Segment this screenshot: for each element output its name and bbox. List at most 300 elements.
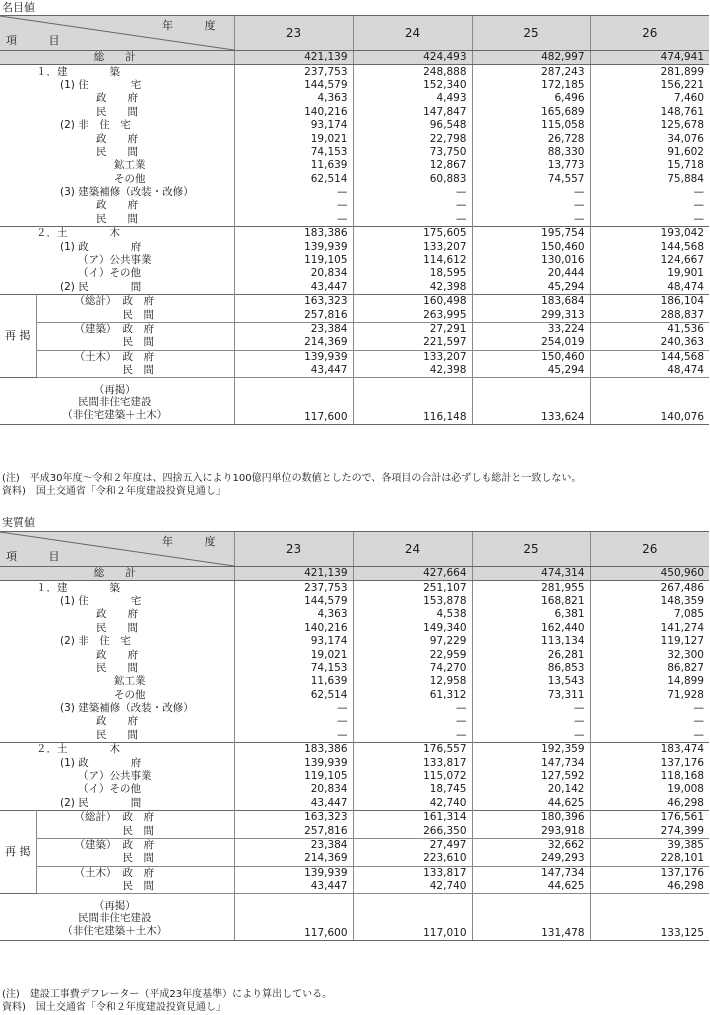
table-row xyxy=(0,743,709,757)
saikei-item-label xyxy=(36,322,234,336)
row-value: 43,447 xyxy=(234,281,353,295)
rekei-label-line: 民間非住宅建設 xyxy=(78,396,152,409)
row-label: (3) 建築補修（改装・改修） xyxy=(60,186,194,199)
item-header-label: 項 目 xyxy=(6,34,74,47)
row-label: 民 間 xyxy=(96,145,138,158)
real-note: (注) 建設工事費デフレーター（平成23年度基準）により算出している。 xyxy=(2,989,333,1000)
saikei-sector: 民 間 xyxy=(122,852,154,865)
saikei-value: 33,224 xyxy=(472,322,590,336)
row-value: 43,447 xyxy=(234,797,353,811)
row-value: 22,959 xyxy=(353,648,472,661)
row-value: 237,753 xyxy=(234,581,353,595)
saikei-value: 48,474 xyxy=(590,364,709,378)
saikei-group: （総計） xyxy=(74,295,117,308)
row-value: 12,867 xyxy=(353,159,472,172)
row-label: （イ）その他 xyxy=(78,783,141,796)
row-value: 474,941 xyxy=(590,51,709,65)
saikei-row xyxy=(0,838,709,852)
table-row xyxy=(0,648,709,661)
saikei-value: 183,684 xyxy=(472,295,590,309)
table-row xyxy=(0,146,709,159)
year-header-label: 年 度 xyxy=(162,535,230,548)
row-value: 168,821 xyxy=(472,595,590,608)
row-value: 119,105 xyxy=(234,254,353,267)
saikei-sector: 民 間 xyxy=(122,364,154,377)
saikei-value: 42,740 xyxy=(353,880,472,894)
nominal-source: 資料) 国土交通省「令和２年度建設投資見通し」 xyxy=(2,486,226,497)
row-value: 11,639 xyxy=(234,675,353,688)
saikei-group: （総計） xyxy=(74,811,117,824)
row-value: 4,363 xyxy=(234,92,353,105)
row-value: — xyxy=(353,199,472,212)
row-label: 民 間 xyxy=(96,661,138,674)
rekei-value: 140,076 xyxy=(590,378,709,425)
row-value: 175,605 xyxy=(353,227,472,241)
saikei-row xyxy=(0,811,709,825)
row-value: — xyxy=(472,199,590,212)
row-label: （ア）公共事業 xyxy=(78,770,152,783)
row-value: 48,474 xyxy=(590,281,709,295)
table-row xyxy=(0,106,709,119)
row-value: 62,514 xyxy=(234,689,353,702)
rekei-label xyxy=(0,894,234,941)
row-value: — xyxy=(353,729,472,743)
row-value: 183,386 xyxy=(234,227,353,241)
row-value: — xyxy=(353,186,472,199)
row-value: — xyxy=(234,702,353,715)
row-label: 鉱工業 xyxy=(114,159,146,172)
table-row xyxy=(0,173,709,186)
saikei-value: 161,314 xyxy=(353,811,472,825)
row-value: 19,901 xyxy=(590,267,709,280)
row-value: 6,381 xyxy=(472,608,590,621)
row-value: 93,174 xyxy=(234,119,353,132)
row-value: 183,474 xyxy=(590,743,709,757)
table-row xyxy=(0,186,709,199)
row-value: 12,958 xyxy=(353,675,472,688)
row-value: — xyxy=(353,702,472,715)
row-value: 147,847 xyxy=(353,106,472,119)
saikei-item-label xyxy=(36,364,234,378)
table-row xyxy=(0,213,709,227)
table-row xyxy=(0,635,709,648)
row-value: 4,538 xyxy=(353,608,472,621)
row-value: 140,216 xyxy=(234,622,353,635)
saikei-label-text: 再 掲 xyxy=(5,845,31,859)
row-value: 137,176 xyxy=(590,756,709,769)
table-row xyxy=(0,132,709,145)
nominal-note: (注) 平成30年度〜令和２年度は、四捨五入により100億円単位の数値としたので、各項目の合計は必ずしも総計と一致しない。 xyxy=(2,473,582,484)
row-value: 74,153 xyxy=(234,662,353,675)
row-label: (2) 非 住 宅 xyxy=(60,119,131,132)
real-source: 資料) 国土交通省「令和２年度建設投資見通し」 xyxy=(2,1002,226,1013)
row-value: — xyxy=(590,186,709,199)
saikei-sector: 政 府 xyxy=(122,295,154,308)
nominal-table xyxy=(0,15,709,425)
row-value: — xyxy=(234,715,353,728)
saikei-sector: 政 府 xyxy=(122,350,154,363)
row-label: (1) 政 府 xyxy=(60,756,142,769)
saikei-sector: 政 府 xyxy=(122,866,154,879)
table-row xyxy=(0,92,709,105)
row-value: 46,298 xyxy=(590,797,709,811)
rekei-value: 117,600 xyxy=(234,894,353,941)
table-row xyxy=(0,783,709,796)
row-value: 20,142 xyxy=(472,783,590,796)
table-row xyxy=(0,797,709,811)
row-value: 73,311 xyxy=(472,689,590,702)
row-value: 71,928 xyxy=(590,689,709,702)
row-value: 237,753 xyxy=(234,65,353,79)
row-value: 115,058 xyxy=(472,119,590,132)
row-value: 61,312 xyxy=(353,689,472,702)
saikei-row xyxy=(0,295,709,309)
row-value: 139,939 xyxy=(234,240,353,253)
saikei-value: 23,384 xyxy=(234,322,353,336)
row-value: — xyxy=(472,715,590,728)
saikei-item-label xyxy=(36,838,234,852)
saikei-sector: 民 間 xyxy=(122,880,154,893)
row-value: — xyxy=(234,186,353,199)
table-row xyxy=(0,227,709,241)
saikei-value: 160,498 xyxy=(353,295,472,309)
saikei-value: 139,939 xyxy=(234,866,353,880)
saikei-value: 45,294 xyxy=(472,364,590,378)
row-value: 119,127 xyxy=(590,635,709,648)
row-value: 7,460 xyxy=(590,92,709,105)
saikei-value: 27,497 xyxy=(353,838,472,852)
row-value: 75,884 xyxy=(590,173,709,186)
row-value: 13,773 xyxy=(472,159,590,172)
row-value: 74,153 xyxy=(234,146,353,159)
item-header-label: 項 目 xyxy=(6,550,74,563)
real-table xyxy=(0,531,709,941)
rekei-row xyxy=(0,894,709,941)
saikei-label-text: 再 掲 xyxy=(5,329,31,343)
row-value: 165,689 xyxy=(472,106,590,119)
row-value: 287,243 xyxy=(472,65,590,79)
saikei-group: （建築） xyxy=(74,323,117,335)
row-label: (3) 建築補修（改装・改修） xyxy=(60,702,194,715)
row-label: 民 間 xyxy=(96,212,138,225)
saikei-row xyxy=(0,336,709,350)
row-value: 20,444 xyxy=(472,267,590,280)
row-value: 281,899 xyxy=(590,65,709,79)
row-value: 115,072 xyxy=(353,770,472,783)
row-value: 14,899 xyxy=(590,675,709,688)
row-value: 22,798 xyxy=(353,132,472,145)
table-row xyxy=(0,567,709,581)
table-row xyxy=(0,662,709,675)
row-value: 162,440 xyxy=(472,622,590,635)
saikei-item-label xyxy=(36,866,234,880)
saikei-value: 186,104 xyxy=(590,295,709,309)
rekei-label-line: 民間非住宅建設 xyxy=(78,912,152,925)
row-value: 4,493 xyxy=(353,92,472,105)
saikei-group: （土木） xyxy=(74,866,117,879)
saikei-value: 163,323 xyxy=(234,295,353,309)
row-label: 鉱工業 xyxy=(114,675,146,688)
row-value: — xyxy=(472,702,590,715)
row-value: 42,398 xyxy=(353,281,472,295)
row-value: 153,878 xyxy=(353,595,472,608)
row-label: 政 府 xyxy=(96,199,138,212)
row-value: 97,229 xyxy=(353,635,472,648)
rekei-value: 117,600 xyxy=(234,378,353,425)
saikei-item-label xyxy=(36,308,234,322)
saikei-value: 223,610 xyxy=(353,852,472,866)
saikei-value: 163,323 xyxy=(234,811,353,825)
saikei-value: 266,350 xyxy=(353,824,472,838)
saikei-value: 42,398 xyxy=(353,364,472,378)
row-value: 96,548 xyxy=(353,119,472,132)
saikei-value: 263,995 xyxy=(353,308,472,322)
table-row xyxy=(0,770,709,783)
row-value: 34,076 xyxy=(590,132,709,145)
saikei-value: 39,385 xyxy=(590,838,709,852)
row-value: 15,718 xyxy=(590,159,709,172)
saikei-row xyxy=(0,824,709,838)
rekei-value: 116,148 xyxy=(353,378,472,425)
saikei-value: 299,313 xyxy=(472,308,590,322)
saikei-value: 214,369 xyxy=(234,336,353,350)
row-value: 4,363 xyxy=(234,608,353,621)
row-value: 19,021 xyxy=(234,132,353,145)
row-value: 45,294 xyxy=(472,281,590,295)
saikei-group: （建築） xyxy=(74,839,117,851)
table-row xyxy=(0,159,709,172)
row-value: 11,639 xyxy=(234,159,353,172)
row-value: 44,625 xyxy=(472,797,590,811)
row-label: １．建 築 xyxy=(0,581,234,595)
saikei-value: 274,399 xyxy=(590,824,709,838)
table-row xyxy=(0,675,709,688)
row-value: — xyxy=(472,213,590,227)
year-header-label: 年 度 xyxy=(162,19,230,32)
row-value: — xyxy=(590,199,709,212)
rekei-value: 133,624 xyxy=(472,378,590,425)
row-label: その他 xyxy=(114,172,146,185)
row-value: 195,754 xyxy=(472,227,590,241)
table-row xyxy=(0,581,709,595)
rekei-value: 133,125 xyxy=(590,894,709,941)
row-value: 183,386 xyxy=(234,743,353,757)
row-value: 127,592 xyxy=(472,770,590,783)
row-value: — xyxy=(590,729,709,743)
row-label: 政 府 xyxy=(96,648,138,661)
row-value: 144,579 xyxy=(234,595,353,608)
row-value: — xyxy=(353,213,472,227)
row-value: 32,300 xyxy=(590,648,709,661)
saikei-value: 43,447 xyxy=(234,364,353,378)
row-value: 6,496 xyxy=(472,92,590,105)
saikei-value: 144,568 xyxy=(590,350,709,364)
row-value: 60,883 xyxy=(353,173,472,186)
saikei-value: 176,561 xyxy=(590,811,709,825)
row-label: 総 計 xyxy=(0,51,234,65)
row-label: (2) 非 住 宅 xyxy=(60,635,131,648)
section-title-real: 実質値 xyxy=(2,516,35,529)
saikei-row xyxy=(0,364,709,378)
row-label: (1) 住 宅 xyxy=(60,78,142,91)
row-value: 156,221 xyxy=(590,79,709,92)
row-label: (2) 民 間 xyxy=(60,796,142,809)
row-value: 42,740 xyxy=(353,797,472,811)
saikei-item-label xyxy=(36,880,234,894)
row-value: 427,664 xyxy=(353,567,472,581)
row-label: （イ）その他 xyxy=(78,267,141,280)
row-value: 73,750 xyxy=(353,146,472,159)
row-label: その他 xyxy=(114,688,146,701)
rekei-value: 131,478 xyxy=(472,894,590,941)
row-value: 130,016 xyxy=(472,254,590,267)
row-value: 176,557 xyxy=(353,743,472,757)
row-value: 88,330 xyxy=(472,146,590,159)
row-value: 18,595 xyxy=(353,267,472,280)
year-column-header: 24 xyxy=(353,532,472,567)
row-label: 民 間 xyxy=(96,621,138,634)
saikei-value: 228,101 xyxy=(590,852,709,866)
row-value: 133,817 xyxy=(353,756,472,769)
table-row xyxy=(0,281,709,295)
table-row xyxy=(0,756,709,769)
saikei-value: 137,176 xyxy=(590,866,709,880)
row-value: 18,745 xyxy=(353,783,472,796)
row-value: 148,761 xyxy=(590,106,709,119)
row-value: 148,359 xyxy=(590,595,709,608)
saikei-sector: 政 府 xyxy=(122,323,154,335)
saikei-value: 41,536 xyxy=(590,322,709,336)
row-label: ２．土 木 xyxy=(0,227,234,241)
saikei-value: 293,918 xyxy=(472,824,590,838)
row-value: — xyxy=(234,199,353,212)
row-value: 118,168 xyxy=(590,770,709,783)
saikei-value: 44,625 xyxy=(472,880,590,894)
row-value: 140,216 xyxy=(234,106,353,119)
row-value: 86,827 xyxy=(590,662,709,675)
row-value: — xyxy=(234,729,353,743)
table-row xyxy=(0,689,709,702)
saikei-value: 43,447 xyxy=(234,880,353,894)
row-value: 133,207 xyxy=(353,240,472,253)
row-value: 20,834 xyxy=(234,267,353,280)
saikei-row xyxy=(0,350,709,364)
row-value: 421,139 xyxy=(234,51,353,65)
saikei-value: 133,817 xyxy=(353,866,472,880)
saikei-group: （土木） xyxy=(74,350,117,363)
row-value: 150,460 xyxy=(472,240,590,253)
row-label: 民 間 xyxy=(96,105,138,118)
rekei-label-line: （非住宅建築＋土木） xyxy=(62,408,168,421)
row-value: 114,612 xyxy=(353,254,472,267)
saikei-item-label xyxy=(36,824,234,838)
row-value: 19,008 xyxy=(590,783,709,796)
table-row xyxy=(0,622,709,635)
row-label: (1) 住 宅 xyxy=(60,594,142,607)
saikei-label xyxy=(0,295,36,378)
saikei-value: 133,207 xyxy=(353,350,472,364)
row-value: 248,888 xyxy=(353,65,472,79)
table-row xyxy=(0,595,709,608)
row-value: 119,105 xyxy=(234,770,353,783)
header-row xyxy=(0,532,709,567)
row-value: 86,853 xyxy=(472,662,590,675)
saikei-value: 27,291 xyxy=(353,322,472,336)
rekei-label-line: （再掲） xyxy=(93,899,136,912)
saikei-value: 214,369 xyxy=(234,852,353,866)
row-value: 125,678 xyxy=(590,119,709,132)
table-row xyxy=(0,199,709,212)
saikei-value: 32,662 xyxy=(472,838,590,852)
saikei-label xyxy=(0,811,36,894)
row-value: 19,021 xyxy=(234,648,353,661)
row-label: (1) 政 府 xyxy=(60,240,142,253)
saikei-item-label xyxy=(36,336,234,350)
row-value: 152,340 xyxy=(353,79,472,92)
saikei-item-label xyxy=(36,852,234,866)
row-value: 91,602 xyxy=(590,146,709,159)
header-corner xyxy=(0,532,234,567)
saikei-value: 139,939 xyxy=(234,350,353,364)
table-row xyxy=(0,702,709,715)
table-row xyxy=(0,608,709,621)
header-row xyxy=(0,16,709,51)
row-value: — xyxy=(234,213,353,227)
row-value: 424,493 xyxy=(353,51,472,65)
table-row xyxy=(0,51,709,65)
row-value: 144,568 xyxy=(590,240,709,253)
row-value: 139,939 xyxy=(234,756,353,769)
row-label: 政 府 xyxy=(96,92,138,105)
table-row xyxy=(0,729,709,743)
saikei-row xyxy=(0,308,709,322)
saikei-sector: 民 間 xyxy=(122,824,154,837)
saikei-sector: 政 府 xyxy=(122,811,154,824)
saikei-value: 180,396 xyxy=(472,811,590,825)
year-column-header: 26 xyxy=(590,16,709,51)
header-corner xyxy=(0,16,234,51)
saikei-value: 257,816 xyxy=(234,824,353,838)
year-column-header: 23 xyxy=(234,532,353,567)
row-value: 474,314 xyxy=(472,567,590,581)
row-value: — xyxy=(590,715,709,728)
row-value: — xyxy=(590,213,709,227)
year-column-header: 24 xyxy=(353,16,472,51)
saikei-value: 150,460 xyxy=(472,350,590,364)
table-row xyxy=(0,254,709,267)
table-row xyxy=(0,240,709,253)
saikei-row xyxy=(0,866,709,880)
saikei-value: 249,293 xyxy=(472,852,590,866)
saikei-sector: 民 間 xyxy=(122,308,154,321)
row-value: — xyxy=(472,186,590,199)
row-value: 113,134 xyxy=(472,635,590,648)
row-value: 147,734 xyxy=(472,756,590,769)
row-label: 政 府 xyxy=(96,132,138,145)
saikei-sector: 民 間 xyxy=(122,336,154,349)
row-label: 総 計 xyxy=(0,567,234,581)
row-value: 267,486 xyxy=(590,581,709,595)
row-label: （ア）公共事業 xyxy=(78,254,152,267)
saikei-row xyxy=(0,880,709,894)
row-value: — xyxy=(472,729,590,743)
saikei-value: 147,734 xyxy=(472,866,590,880)
saikei-row xyxy=(0,322,709,336)
row-value: 172,185 xyxy=(472,79,590,92)
row-value: 7,085 xyxy=(590,608,709,621)
saikei-value: 23,384 xyxy=(234,838,353,852)
row-value: 281,955 xyxy=(472,581,590,595)
